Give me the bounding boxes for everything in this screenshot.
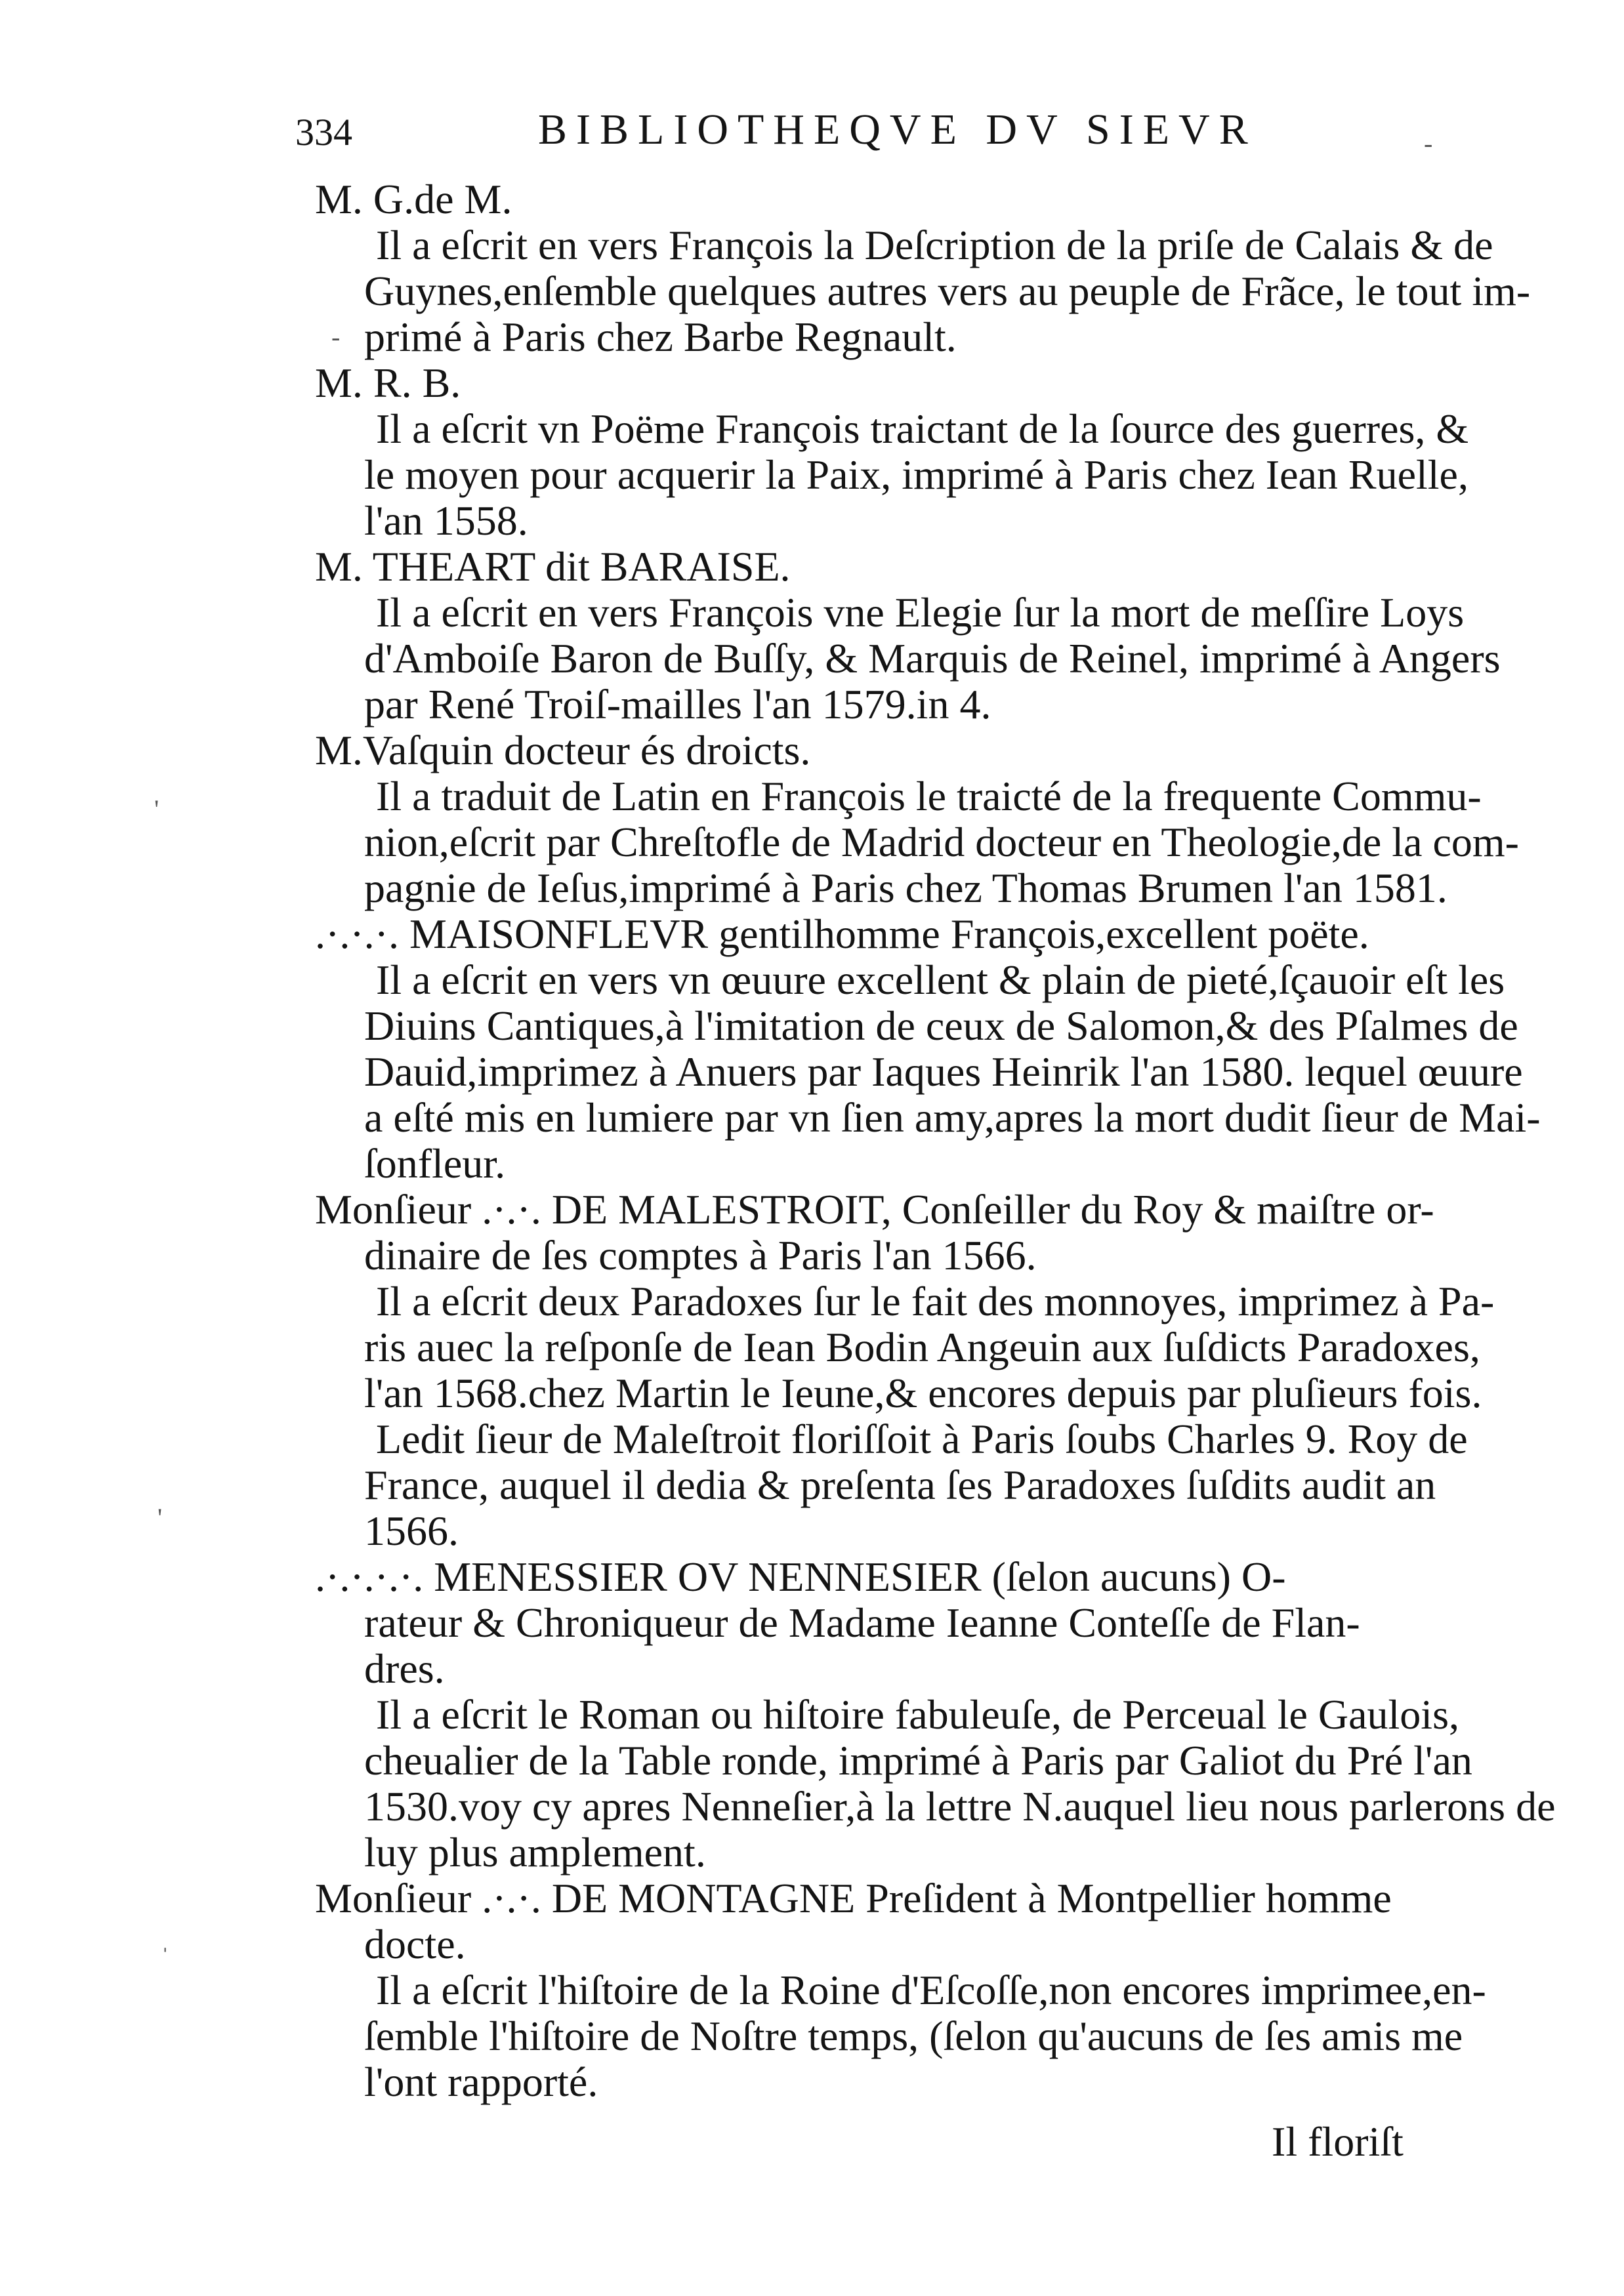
- ink-speck: ': [157, 1503, 163, 1532]
- text-line: dres.: [364, 1645, 445, 1692]
- text-line: Il a eſcrit en vers François la Deſcription de la priſe de Calais & de: [376, 222, 1493, 268]
- entry-heading: M. THEART dit BARAISE.: [315, 543, 791, 590]
- entry-heading: M.Vaſquin docteur és droicts.: [315, 727, 811, 773]
- ink-speck: -: [331, 322, 341, 352]
- ink-speck: -: [1424, 129, 1433, 158]
- entry-heading: Monſieur .·.·. DE MONTAGNE Preſident à Montpellier homme: [315, 1875, 1392, 1921]
- text-line: Il a eſcrit en vers vn œuure excellent & plain de pieté,ſçauoir eſt les: [376, 956, 1505, 1003]
- entry-heading: .·.·.·. MAISONFLEVR gentilhomme François,excellent poëte.: [315, 911, 1369, 957]
- page-number: 334: [295, 111, 352, 154]
- text-line: par René Troiſ-mailles l'an 1579.in 4.: [364, 681, 991, 728]
- entry-heading: M. G.de M.: [315, 176, 512, 222]
- text-line: ſonfleur.: [364, 1140, 506, 1187]
- text-line: Il a eſcrit le Roman ou hiſtoire fabuleuſe, de Perceual le Gaulois,: [376, 1691, 1459, 1738]
- text-line: 1566.: [364, 1507, 459, 1554]
- text-line: France, auquel il dedia & preſenta ſes Paradoxes ſuſdits audit an: [364, 1462, 1436, 1508]
- text-line: d'Amboiſe Baron de Buſſy, & Marquis de Reinel, imprimé à Angers: [364, 635, 1501, 682]
- entry-heading: Monſieur .·.·. DE MALESTROIT, Conſeiller du Roy & maiſtre or-: [315, 1186, 1434, 1233]
- text-line: l'ont rapporté.: [364, 2059, 598, 2105]
- text-line: nion,eſcrit par Chreſtofle de Madrid docteur en Theologie,de la com-: [364, 819, 1519, 865]
- text-line: Il a eſcrit en vers François vne Elegie ſur la mort de meſſire Loys: [376, 589, 1465, 636]
- text-line: a eſté mis en lumiere par vn ſien amy,apres la mort dudit ſieur de Mai-: [364, 1094, 1541, 1141]
- text-line: Ledit ſieur de Maleſtroit floriſſoit à Paris ſoubs Charles 9. Roy de: [376, 1416, 1468, 1462]
- text-line: le moyen pour acquerir la Paix, imprimé à Paris chez Iean Ruelle,: [364, 451, 1468, 498]
- entry-heading: .·.·.·.·. MENESSIER OV NENNESIER (ſelon aucuns) O-: [315, 1553, 1286, 1600]
- text-line: Il a eſcrit vn Poëme François traictant de la ſource des guerres, &: [376, 405, 1469, 452]
- text-line: l'an 1558.: [364, 497, 528, 544]
- entry-heading: M. R. B.: [315, 359, 461, 406]
- text-line: Il a eſcrit deux Paradoxes ſur le fait des monnoyes, imprimez à Pa-: [376, 1278, 1495, 1324]
- text-line: Guynes,enſemble quelques autres vers au peuple de Frãce, le tout im-: [364, 268, 1531, 314]
- text-line: l'an 1568.chez Martin le Ieune,& encores depuis par pluſieurs fois.: [364, 1370, 1482, 1416]
- text-line: ris auec la reſponſe de Iean Bodin Angeuin aux ſuſdicts Paradoxes,: [364, 1324, 1480, 1370]
- text-line: Dauid,imprimez à Anuers par Iaques Heinrik l'an 1580. lequel œuure: [364, 1048, 1523, 1095]
- text-line: docte.: [364, 1921, 466, 1967]
- running-title: BIBLIOTHEQVE DV SIEVR: [538, 106, 1257, 154]
- text-line: Diuins Cantiques,à l'imitation de ceux de Salomon,& des Pſalmes de: [364, 1002, 1518, 1049]
- text-line: pagnie de Ieſus,imprimé à Paris chez Thomas Brumen l'an 1581.: [364, 865, 1447, 911]
- text-line: dinaire de ſes comptes à Paris l'an 1566.: [364, 1232, 1037, 1279]
- catchword: Il floriſt: [1272, 2118, 1404, 2165]
- page-header: [289, 98, 1457, 171]
- ink-speck: ˈ: [161, 1942, 170, 1972]
- text-line: Il a eſcrit l'hiſtoire de la Roine d'Eſcoſſe,non encores imprimee,en-: [376, 1967, 1486, 2013]
- text-line: Il a traduit de Latin en François le traicté de la frequente Commu-: [376, 773, 1482, 819]
- text-line: primé à Paris chez Barbe Regnault.: [364, 314, 957, 360]
- text-line: 1530.voy cy apres Nenneſier,à la lettre N.auquel lieu nous parlerons de: [364, 1783, 1556, 1830]
- ink-speck: ': [154, 794, 159, 824]
- text-line: cheualier de la Table ronde, imprimé à Paris par Galiot du Pré l'an: [364, 1737, 1472, 1784]
- text-line: luy plus amplement.: [364, 1829, 706, 1876]
- text-line: rateur & Chroniqueur de Madame Ieanne Conteſſe de Flan-: [364, 1599, 1360, 1646]
- text-line: ſemble l'hiſtoire de Noſtre temps, (ſelon qu'aucuns de ſes amis me: [364, 2013, 1463, 2059]
